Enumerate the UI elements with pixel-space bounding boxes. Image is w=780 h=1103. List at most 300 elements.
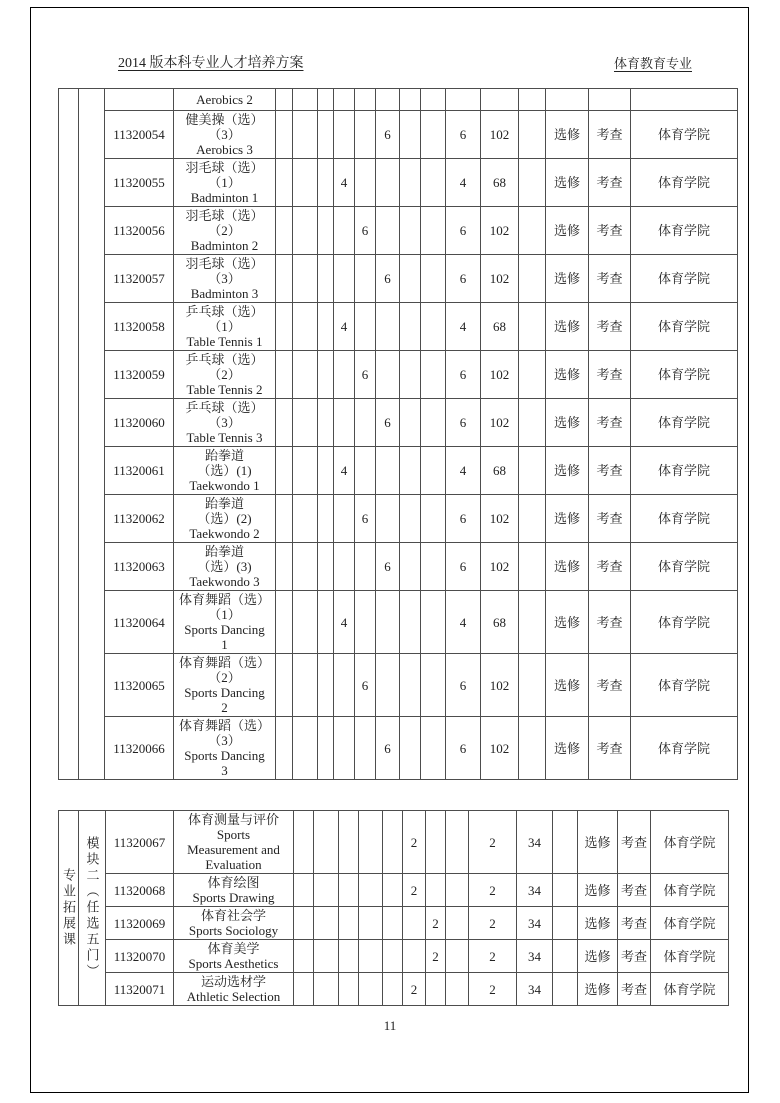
semester-8-cell [421, 654, 446, 717]
semester-4-cell [334, 717, 355, 780]
semester-6-cell [376, 159, 400, 207]
course-type-cell: 选修 [546, 255, 589, 303]
semester-7-cell [400, 255, 421, 303]
course-name-line: Sports Dancing [184, 622, 265, 637]
hours-cell: 68 [481, 447, 519, 495]
credits-cell: 4 [446, 159, 481, 207]
course-name-line: 羽毛球（选） [185, 160, 264, 175]
hours-cell: 68 [481, 159, 519, 207]
course-name-line: （3） [208, 733, 241, 748]
table-row [59, 973, 729, 1006]
semester-5-cell: 6 [355, 495, 376, 543]
header-title-left: 2014 版本科专业人才培养方案 [118, 56, 304, 71]
semester-3-cell [318, 543, 334, 591]
course-type-cell: 选修 [546, 351, 589, 399]
course-code-cell [105, 89, 174, 111]
table-row [59, 591, 738, 654]
course-name-line: Sports [216, 827, 251, 842]
course-name-line: （2） [208, 670, 241, 685]
course-name-cell [174, 111, 276, 159]
course-code-cell: 11320066 [105, 717, 174, 780]
semester-8-cell [421, 399, 446, 447]
course-name-line: （1） [208, 175, 241, 190]
semester-6-cell: 2 [403, 874, 426, 907]
semester-3-cell [318, 399, 334, 447]
course-name-line: （3） [208, 271, 241, 286]
course-name-line: 体育绘图 [207, 875, 260, 890]
semester-5-cell: 6 [355, 207, 376, 255]
unit-cell: 体育学院 [631, 303, 738, 351]
unit-cell: 体育学院 [651, 973, 729, 1006]
course-name-line: 乒乓球（选） [185, 352, 264, 367]
unit-cell: 体育学院 [631, 591, 738, 654]
course-type-cell: 选修 [546, 159, 589, 207]
hours-cell: 34 [517, 811, 553, 874]
blank-cell [553, 907, 578, 940]
semester-6-cell: 2 [403, 811, 426, 874]
exam-type-cell: 考查 [589, 303, 631, 351]
course-name-cell [174, 351, 276, 399]
semester-2-cell [293, 159, 318, 207]
credits-cell: 2 [469, 811, 517, 874]
hours-cell [481, 89, 519, 111]
semester-3-cell [339, 811, 359, 874]
course-name-line: Badminton 1 [190, 190, 259, 205]
course-name-cell [174, 654, 276, 717]
semester-6-cell [376, 89, 400, 111]
course-code-cell: 11320061 [105, 447, 174, 495]
semester-8-cell [421, 207, 446, 255]
course-name-line: （3） [208, 415, 241, 430]
semester-5-cell [355, 303, 376, 351]
table-row [59, 303, 738, 351]
curriculum-table-continued [58, 88, 738, 780]
exam-type-cell [589, 89, 631, 111]
semester-3-cell [318, 159, 334, 207]
semester-4-cell [359, 874, 383, 907]
hours-cell: 102 [481, 207, 519, 255]
course-type-cell: 选修 [578, 973, 618, 1006]
semester-2-cell [293, 543, 318, 591]
blank-cell [519, 351, 546, 399]
semester-4-cell: 4 [334, 591, 355, 654]
hours-cell: 102 [481, 543, 519, 591]
course-name-cell [174, 973, 294, 1006]
semester-8-cell [421, 591, 446, 654]
semester-4-cell [359, 973, 383, 1006]
unit-cell: 体育学院 [631, 495, 738, 543]
course-name-line: Aerobics 3 [196, 142, 253, 157]
unit-cell: 体育学院 [631, 399, 738, 447]
exam-type-cell: 考查 [589, 255, 631, 303]
semester-3-cell [318, 89, 334, 111]
course-name-line: Sports Drawing [192, 890, 275, 905]
course-name-cell [174, 89, 276, 111]
semester-3-cell [339, 973, 359, 1006]
semester-1-cell [276, 303, 293, 351]
credits-cell: 4 [446, 447, 481, 495]
course-name-line: Badminton 3 [190, 286, 259, 301]
unit-cell: 体育学院 [631, 543, 738, 591]
semester-2-cell [293, 207, 318, 255]
course-name-line: （2） [208, 223, 241, 238]
exam-type-cell: 考查 [589, 447, 631, 495]
page-number: 11 [383, 1018, 397, 1033]
table-row [59, 351, 738, 399]
hours-cell: 102 [481, 399, 519, 447]
semester-1-cell [276, 159, 293, 207]
semester-8-cell [421, 717, 446, 780]
semester-8-cell [446, 973, 469, 1006]
course-name-cell [174, 717, 276, 780]
course-name-line: 运动选材学 [200, 974, 266, 989]
module-label: 模块二（任选五门） [84, 836, 100, 980]
semester-2-cell [293, 111, 318, 159]
course-name-cell [174, 255, 276, 303]
blank-cell [553, 940, 578, 973]
semester-5-cell [355, 255, 376, 303]
hours-cell: 102 [481, 654, 519, 717]
course-name-line: 健美操（选） [185, 112, 264, 127]
credits-cell: 6 [446, 543, 481, 591]
blank-cell [519, 303, 546, 351]
semester-3-cell [318, 303, 334, 351]
credits-cell: 2 [469, 907, 517, 940]
table-row [59, 111, 738, 159]
semester-6-cell: 6 [376, 399, 400, 447]
module-cell [79, 89, 105, 780]
course-name-line: Taekwondo 2 [189, 526, 260, 541]
semester-4-cell [334, 399, 355, 447]
blank-cell [519, 111, 546, 159]
table-row [59, 207, 738, 255]
course-name-line: Table Tennis 3 [186, 430, 263, 445]
semester-2-cell [293, 717, 318, 780]
blank-cell [519, 495, 546, 543]
table-row [59, 543, 738, 591]
semester-3-cell [318, 591, 334, 654]
exam-type-cell: 考查 [589, 495, 631, 543]
semester-5-cell: 6 [355, 351, 376, 399]
course-type-cell: 选修 [546, 591, 589, 654]
hours-cell: 68 [481, 303, 519, 351]
course-code-cell: 11320056 [105, 207, 174, 255]
professional-expansion-course-table [58, 810, 729, 1006]
hours-cell: 34 [517, 940, 553, 973]
exam-type-cell: 考查 [589, 351, 631, 399]
unit-cell: 体育学院 [631, 255, 738, 303]
exam-type-cell: 考查 [589, 399, 631, 447]
course-name-cell [174, 447, 276, 495]
course-code-cell: 11320063 [105, 543, 174, 591]
semester-7-cell [400, 399, 421, 447]
semester-8-cell [421, 255, 446, 303]
module-cell [79, 811, 106, 1006]
credits-cell: 6 [446, 495, 481, 543]
semester-1-cell [276, 89, 293, 111]
blank-cell [519, 89, 546, 111]
semester-8-cell [421, 89, 446, 111]
semester-5-cell [355, 543, 376, 591]
semester-7-cell [400, 447, 421, 495]
course-name-line: 乒乓球（选） [185, 400, 264, 415]
course-name-line: Taekwondo 1 [189, 478, 260, 493]
course-type-cell: 选修 [546, 495, 589, 543]
exam-type-cell: 考查 [618, 907, 651, 940]
exam-type-cell: 考查 [589, 717, 631, 780]
semester-2-cell [293, 89, 318, 111]
course-name-line: 羽毛球（选） [185, 208, 264, 223]
semester-7-cell [400, 111, 421, 159]
semester-6-cell: 2 [403, 973, 426, 1006]
course-name-line: Sports Sociology [188, 923, 279, 938]
semester-4-cell [359, 907, 383, 940]
course-name-line: （选）(3) [197, 559, 252, 574]
table-row [59, 399, 738, 447]
semester-3-cell [318, 351, 334, 399]
exam-type-cell: 考查 [618, 973, 651, 1006]
semester-2-cell [293, 591, 318, 654]
semester-6-cell [376, 495, 400, 543]
semester-6-cell: 6 [376, 255, 400, 303]
blank-cell [519, 591, 546, 654]
semester-5-cell [355, 159, 376, 207]
credits-cell: 6 [446, 351, 481, 399]
table-bottom-body [59, 811, 729, 1006]
course-type-cell: 选修 [546, 717, 589, 780]
course-type-cell [546, 89, 589, 111]
course-name-line: Measurement and [187, 842, 280, 857]
semester-4-cell [334, 543, 355, 591]
course-name-line: Sports Aesthetics [188, 956, 279, 971]
semester-3-cell [318, 207, 334, 255]
hours-cell: 34 [517, 907, 553, 940]
blank-cell [519, 717, 546, 780]
course-name-cell [174, 543, 276, 591]
semester-8-cell [421, 543, 446, 591]
semester-1-cell [276, 654, 293, 717]
semester-7-cell [400, 654, 421, 717]
course-name-line: 跆拳道 [204, 544, 244, 559]
semester-4-cell [359, 811, 383, 874]
course-name-cell [174, 907, 294, 940]
course-name-cell [174, 159, 276, 207]
course-name-line: 乒乓球（选） [185, 304, 264, 319]
course-name-line: Sports Dancing [184, 748, 265, 763]
course-type-cell: 选修 [546, 447, 589, 495]
course-type-cell: 选修 [546, 543, 589, 591]
course-type-cell: 选修 [546, 111, 589, 159]
course-name-cell [174, 303, 276, 351]
course-type-cell: 选修 [546, 654, 589, 717]
semester-6-cell [376, 207, 400, 255]
table-row [59, 159, 738, 207]
course-type-cell: 选修 [578, 811, 618, 874]
semester-7-cell [400, 591, 421, 654]
exam-type-cell: 考查 [589, 111, 631, 159]
course-name-line: 跆拳道 [204, 496, 244, 511]
course-name-line: 体育美学 [207, 941, 260, 956]
semester-1-cell [276, 447, 293, 495]
semester-8-cell [446, 811, 469, 874]
exam-type-cell: 考查 [589, 654, 631, 717]
semester-2-cell [293, 399, 318, 447]
table-top-body [59, 89, 738, 780]
table-row [59, 874, 729, 907]
course-name-line: 羽毛球（选） [185, 256, 264, 271]
semester-4-cell [359, 940, 383, 973]
semester-2-cell [293, 447, 318, 495]
course-name-line: 2 [221, 700, 228, 715]
blank-cell [519, 654, 546, 717]
semester-7-cell [400, 207, 421, 255]
exam-type-cell: 考查 [618, 874, 651, 907]
credits-cell [446, 89, 481, 111]
semester-2-cell [314, 874, 339, 907]
hours-cell: 102 [481, 495, 519, 543]
credits-cell: 6 [446, 654, 481, 717]
semester-4-cell: 4 [334, 303, 355, 351]
semester-6-cell [376, 654, 400, 717]
blank-cell [553, 874, 578, 907]
course-code-cell: 11320064 [105, 591, 174, 654]
semester-6-cell: 6 [376, 111, 400, 159]
course-name-line: 1 [221, 637, 228, 652]
header-title-right: 体育教育专业 [613, 56, 692, 71]
semester-7-cell [400, 159, 421, 207]
semester-3-cell [318, 111, 334, 159]
semester-3-cell [339, 940, 359, 973]
course-name-cell [174, 495, 276, 543]
blank-cell [519, 207, 546, 255]
course-name-line: 跆拳道 [204, 448, 244, 463]
blank-cell [519, 399, 546, 447]
course-code-cell: 11320058 [105, 303, 174, 351]
semester-2-cell [314, 907, 339, 940]
semester-4-cell [334, 255, 355, 303]
course-name-cell [174, 207, 276, 255]
table-row [59, 907, 729, 940]
course-code-cell: 11320070 [106, 940, 174, 973]
course-type-cell: 选修 [546, 399, 589, 447]
blank-cell [553, 811, 578, 874]
semester-5-cell [383, 940, 403, 973]
semester-6-cell [376, 591, 400, 654]
course-name-line: （1） [208, 319, 241, 334]
credits-cell: 6 [446, 207, 481, 255]
semester-4-cell [334, 351, 355, 399]
blank-cell [519, 543, 546, 591]
semester-6-cell [403, 940, 426, 973]
semester-7-cell [400, 89, 421, 111]
semester-4-cell: 4 [334, 447, 355, 495]
semester-2-cell [314, 811, 339, 874]
semester-7-cell [400, 717, 421, 780]
exam-type-cell: 考查 [618, 811, 651, 874]
semester-5-cell [383, 907, 403, 940]
course-name-cell [174, 811, 294, 874]
semester-3-cell [318, 495, 334, 543]
semester-7-cell [400, 495, 421, 543]
credits-cell: 2 [469, 973, 517, 1006]
course-name-line: 体育舞蹈（选） [178, 655, 270, 670]
category-label: 专业拓展课 [61, 868, 76, 948]
exam-type-cell: 考查 [589, 543, 631, 591]
semester-5-cell [355, 591, 376, 654]
unit-cell: 体育学院 [631, 654, 738, 717]
semester-1-cell [276, 543, 293, 591]
semester-8-cell [421, 495, 446, 543]
course-code-cell: 11320057 [105, 255, 174, 303]
course-name-line: 体育测量与评价 [187, 812, 279, 827]
semester-2-cell [293, 495, 318, 543]
category-cell [59, 811, 79, 1006]
semester-4-cell [334, 111, 355, 159]
semester-4-cell [334, 654, 355, 717]
credits-cell: 6 [446, 399, 481, 447]
table-row [59, 811, 729, 874]
course-type-cell: 选修 [578, 907, 618, 940]
semester-2-cell [293, 255, 318, 303]
semester-8-cell [446, 874, 469, 907]
unit-cell: 体育学院 [631, 207, 738, 255]
course-code-cell: 11320065 [105, 654, 174, 717]
semester-3-cell [339, 874, 359, 907]
unit-cell: 体育学院 [631, 447, 738, 495]
course-name-line: 体育舞蹈（选） [178, 592, 270, 607]
hours-cell: 68 [481, 591, 519, 654]
semester-1-cell [276, 351, 293, 399]
semester-1-cell [276, 591, 293, 654]
semester-1-cell [294, 811, 314, 874]
course-code-cell: 11320068 [106, 874, 174, 907]
table-row [59, 717, 738, 780]
course-code-cell: 11320055 [105, 159, 174, 207]
course-type-cell: 选修 [546, 303, 589, 351]
credits-cell: 2 [469, 940, 517, 973]
course-name-line: （3） [208, 127, 241, 142]
semester-5-cell [355, 447, 376, 495]
semester-5-cell [383, 973, 403, 1006]
semester-2-cell [314, 973, 339, 1006]
table-row [59, 447, 738, 495]
unit-cell: 体育学院 [631, 111, 738, 159]
course-code-cell: 11320062 [105, 495, 174, 543]
semester-7-cell [426, 811, 446, 874]
semester-7-cell [426, 874, 446, 907]
hours-cell: 102 [481, 255, 519, 303]
course-name-cell [174, 591, 276, 654]
hours-cell: 102 [481, 717, 519, 780]
course-name-line: Aerobics 2 [196, 92, 253, 107]
blank-cell [519, 255, 546, 303]
course-name-cell [174, 874, 294, 907]
course-name-line: Sports Dancing [184, 685, 265, 700]
course-name-line: Evaluation [205, 857, 262, 872]
semester-8-cell [421, 111, 446, 159]
unit-cell: 体育学院 [631, 351, 738, 399]
semester-4-cell [334, 495, 355, 543]
semester-1-cell [294, 907, 314, 940]
semester-8-cell [446, 907, 469, 940]
semester-8-cell [421, 303, 446, 351]
semester-6-cell [403, 907, 426, 940]
semester-8-cell [446, 940, 469, 973]
credits-cell: 4 [446, 303, 481, 351]
semester-5-cell [355, 111, 376, 159]
semester-5-cell [355, 399, 376, 447]
unit-cell: 体育学院 [651, 940, 729, 973]
